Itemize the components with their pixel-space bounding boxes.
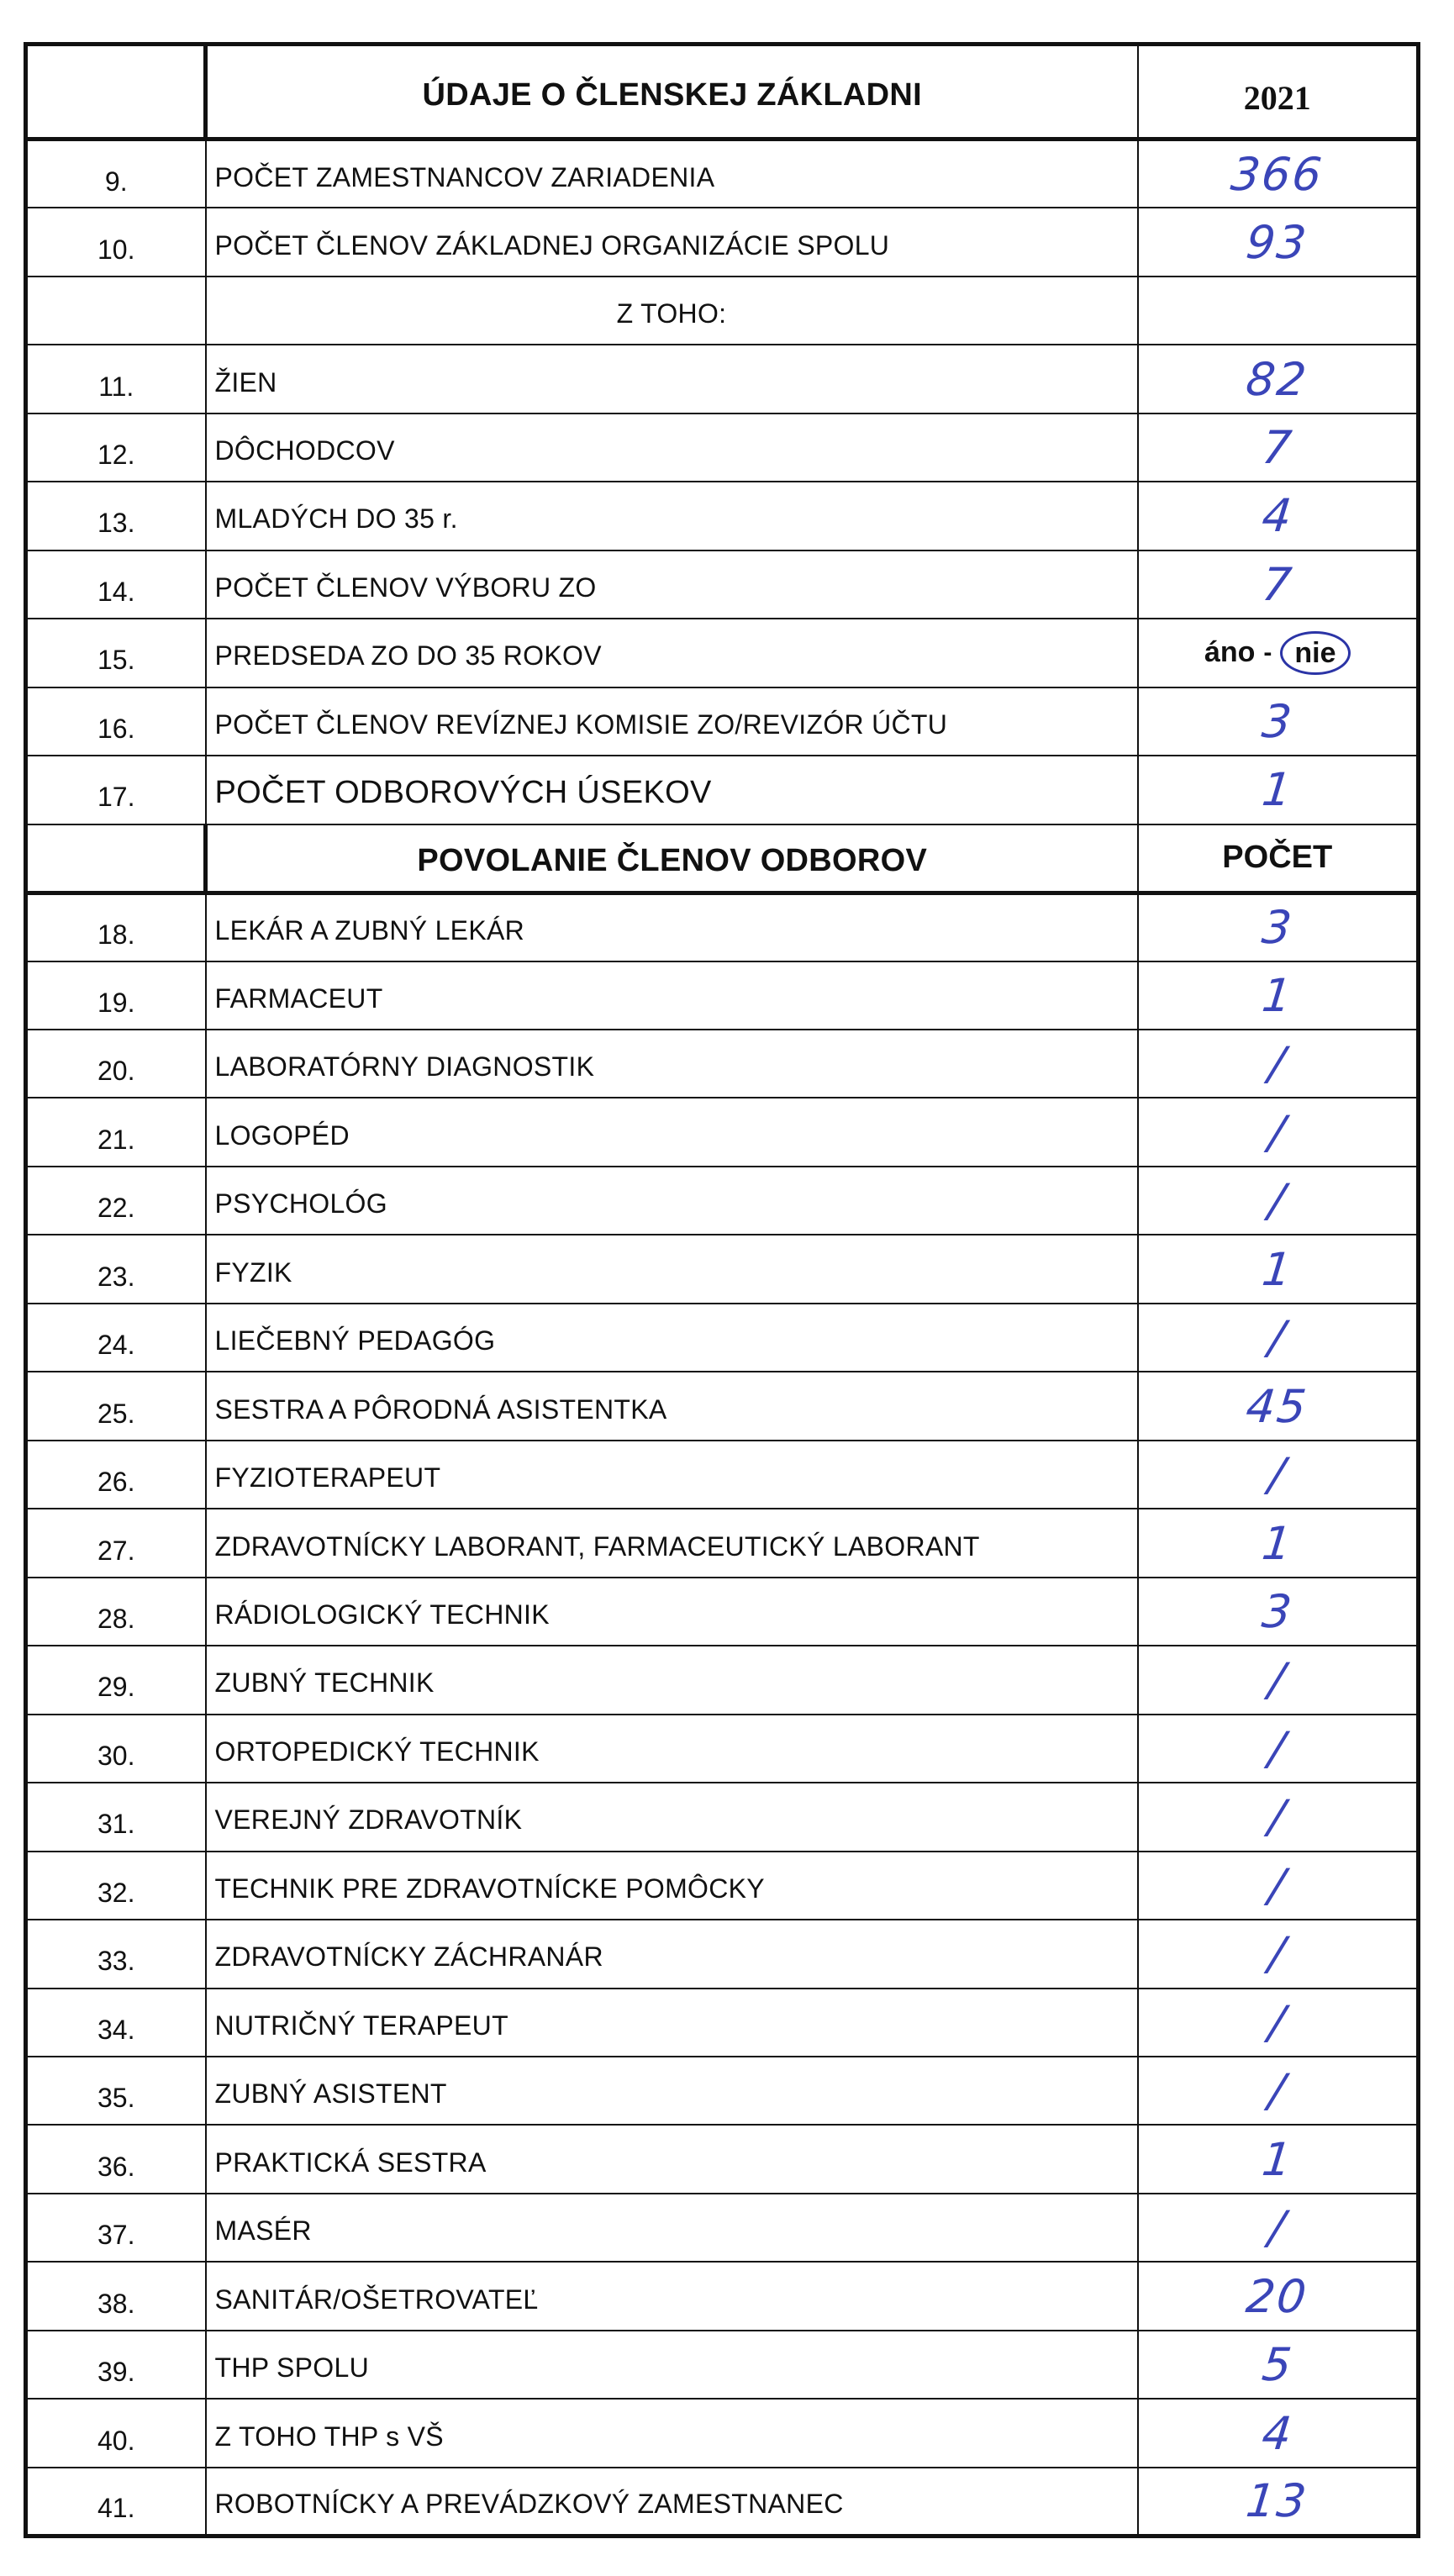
header-blank-cell [26,45,206,140]
table-row [26,1372,1419,1440]
value-cell [1138,1098,1419,1166]
row-label: FYZIK [206,1235,1138,1303]
row-label: ŽIEN [206,345,1138,413]
row-number: 10. [26,208,206,276]
row-label: ZDRAVOTNÍCKY ZÁCHRANÁR [206,1920,1138,1988]
value-cell [1138,687,1419,756]
value-cell [1138,2399,1419,2467]
row-label: PSYCHOLÓG [206,1167,1138,1235]
value-cell [1138,1509,1419,1577]
handwritten-value: 13 [1244,2474,1311,2528]
row-label: MLADÝCH DO 35 r. [206,482,1138,550]
handwritten-value: / [1266,1995,1289,2049]
value-cell [1138,482,1419,550]
table-row [26,2262,1419,2330]
row-label: VEREJNÝ ZDRAVOTNÍK [206,1783,1138,1851]
occupations-title: POVOLANIE ČLENOV ODBOROV [206,824,1138,893]
handwritten-value: / [1266,1858,1289,1912]
value-cell [1138,1920,1419,1988]
row-number: 21. [26,1098,206,1166]
table-row [26,1920,1419,1988]
row-number: 18. [26,893,206,961]
handwritten-value: 4 [1259,2406,1296,2460]
value-cell [1138,1235,1419,1303]
handwritten-value: 366 [1228,147,1326,201]
occupations-blank-cell [26,824,206,893]
row-number: 22. [26,1167,206,1235]
handwritten-value: 4 [1259,489,1296,543]
handwritten-value: / [1266,1653,1289,1707]
row-number: 12. [26,414,206,482]
handwritten-value: 3 [1259,901,1296,955]
value-cell [1138,1304,1419,1372]
handwritten-value: 1 [1259,1516,1296,1570]
table-row [26,2399,1419,2467]
row-number: 15. [26,619,206,687]
table-row [26,1989,1419,2057]
header-row [26,45,1419,140]
row-number: 34. [26,1989,206,2057]
option-separator: - [1263,638,1272,666]
handwritten-value: 5 [1259,2338,1296,2392]
row-number: 31. [26,1783,206,1851]
row-number: 25. [26,1372,206,1440]
value-cell [1138,2468,1419,2536]
row-label: PRAKTICKÁ SESTRA [206,2125,1138,2193]
value-cell [1138,345,1419,413]
handwritten-value: / [1266,1721,1289,1775]
row-number: 36. [26,2125,206,2193]
row-label: MASÉR [206,2194,1138,2262]
row-label: ROBOTNÍCKY A PREVÁDZKOVÝ ZAMESTNANEC [206,2468,1138,2536]
occupations-header-row [26,824,1419,893]
row-number: 16. [26,687,206,756]
row-number: 29. [26,1646,206,1714]
value-cell [1138,2125,1419,2193]
value-cell [1138,2057,1419,2125]
row-number: 9. [26,140,206,208]
table-row [26,2057,1419,2125]
table-row [26,345,1419,413]
value-cell [1138,1030,1419,1098]
handwritten-value: / [1266,1174,1289,1228]
no-option: nie [1280,631,1350,675]
row-number: 30. [26,1715,206,1783]
handwritten-value: 3 [1259,1584,1296,1638]
membership-form [24,42,1416,2538]
row-label: RÁDIOLOGICKÝ TECHNIK [206,1578,1138,1646]
table-row [26,2125,1419,2193]
handwritten-value: 7 [1259,557,1296,611]
value-cell [1138,1372,1419,1440]
row-label: POČET ODBOROVÝCH ÚSEKOV [206,756,1138,824]
value-cell [1138,550,1419,619]
subheader-blank-cell [26,277,206,345]
row-number: 37. [26,2194,206,2262]
table-row [26,1646,1419,1714]
subheader-value-cell [1138,277,1419,345]
value-cell [1138,414,1419,482]
value-cell [1138,893,1419,961]
count-label: POČET [1138,824,1419,893]
value-cell [1138,961,1419,1030]
handwritten-value: 82 [1244,352,1311,406]
form-title: ÚDAJE O ČLENSKEJ ZÁKLADNI [206,45,1138,140]
table-row [26,1509,1419,1577]
row-label: Z TOHO THP s VŠ [206,2399,1138,2467]
table-row [26,756,1419,824]
row-label: ZDRAVOTNÍCKY LABORANT, FARMACEUTICKÝ LABORANT [206,1509,1138,1577]
handwritten-value: 93 [1244,215,1311,269]
table-row [26,2468,1419,2536]
subheader-row [26,277,1419,345]
value-cell [1138,1715,1419,1783]
value-cell [1138,1578,1419,1646]
value-cell [1138,1852,1419,1920]
handwritten-value: / [1266,1105,1289,1159]
row-label: FARMACEUT [206,961,1138,1030]
row-label: SESTRA A PÔRODNÁ ASISTENTKA [206,1372,1138,1440]
table-row [26,1030,1419,1098]
row-number: 28. [26,1578,206,1646]
row-label: DÔCHODCOV [206,414,1138,482]
handwritten-value: / [1266,1037,1289,1091]
value-cell [1138,756,1419,824]
table-row [26,1783,1419,1851]
row-number: 41. [26,2468,206,2536]
row-label: FYZIOTERAPEUT [206,1441,1138,1509]
table-row [26,550,1419,619]
handwritten-value: 7 [1259,421,1296,474]
row-label: LOGOPÉD [206,1098,1138,1166]
yes-no-cell [1138,619,1419,687]
membership-table [24,42,1420,2538]
handwritten-value: 1 [1259,2132,1296,2186]
table-row [26,893,1419,961]
row-label: POČET ZAMESTNANCOV ZARIADENIA [206,140,1138,208]
row-label: POČET ČLENOV VÝBORU ZO [206,550,1138,619]
value-cell [1138,2331,1419,2399]
handwritten-value: / [1266,1790,1289,1844]
row-number: 35. [26,2057,206,2125]
value-cell [1138,1783,1419,1851]
value-cell [1138,208,1419,276]
table-body [26,45,1419,2536]
row-label: ZUBNÝ ASISTENT [206,2057,1138,2125]
row-number: 13. [26,482,206,550]
handwritten-value: 1 [1259,1242,1296,1296]
row-number: 17. [26,756,206,824]
handwritten-value: / [1266,1448,1289,1502]
row-number: 33. [26,1920,206,1988]
row-number: 40. [26,2399,206,2467]
handwritten-value: / [1266,1311,1289,1365]
row-label: TECHNIK PRE ZDRAVOTNÍCKE POMÔCKY [206,1852,1138,1920]
row-label: ZUBNÝ TECHNIK [206,1646,1138,1714]
handwritten-value: 1 [1259,763,1296,817]
chairman-row [26,619,1419,687]
row-label: NUTRIČNÝ TERAPEUT [206,1989,1138,2057]
handwritten-value: / [1266,2064,1289,2118]
row-number: 32. [26,1852,206,1920]
row-number: 26. [26,1441,206,1509]
yes-no-choice [1204,631,1351,675]
value-cell [1138,1167,1419,1235]
handwritten-value: 3 [1259,694,1296,748]
handwritten-value: / [1266,1927,1289,1981]
table-row [26,1852,1419,1920]
row-label: LABORATÓRNY DIAGNOSTIK [206,1030,1138,1098]
table-row [26,961,1419,1030]
row-number: 38. [26,2262,206,2330]
row-label: SANITÁR/OŠETROVATEĽ [206,2262,1138,2330]
row-label: POČET ČLENOV ZÁKLADNEJ ORGANIZÁCIE SPOLU [206,208,1138,276]
table-row [26,414,1419,482]
value-cell [1138,1646,1419,1714]
table-row [26,1167,1419,1235]
value-cell [1138,2262,1419,2330]
table-row [26,1235,1419,1303]
handwritten-value: / [1266,2201,1289,2255]
table-row [26,140,1419,208]
year-label: 2021 [1138,45,1419,140]
table-row [26,687,1419,756]
value-cell [1138,2194,1419,2262]
value-cell [1138,1441,1419,1509]
table-row [26,482,1419,550]
handwritten-value: 45 [1244,1379,1311,1433]
table-row [26,1098,1419,1166]
value-cell [1138,1989,1419,2057]
table-row [26,1578,1419,1646]
handwritten-value: 1 [1259,968,1296,1022]
row-number: 39. [26,2331,206,2399]
row-label: PREDSEDA ZO DO 35 ROKOV [206,619,1138,687]
row-label: ORTOPEDICKÝ TECHNIK [206,1715,1138,1783]
row-number: 19. [26,961,206,1030]
row-label: THP SPOLU [206,2331,1138,2399]
yes-option: áno [1204,636,1256,669]
table-row [26,2194,1419,2262]
row-number: 27. [26,1509,206,1577]
table-row [26,1715,1419,1783]
of-which-label: Z TOHO: [206,277,1138,345]
value-cell [1138,140,1419,208]
row-label: LIEČEBNÝ PEDAGÓG [206,1304,1138,1372]
row-label: POČET ČLENOV REVÍZNEJ KOMISIE ZO/REVIZÓR ÚČTU [206,687,1138,756]
row-number: 24. [26,1304,206,1372]
handwritten-value: 20 [1244,2269,1311,2323]
table-row [26,2331,1419,2399]
row-number: 23. [26,1235,206,1303]
row-number: 20. [26,1030,206,1098]
row-label: LEKÁR A ZUBNÝ LEKÁR [206,893,1138,961]
table-row [26,208,1419,276]
table-row [26,1441,1419,1509]
table-row [26,1304,1419,1372]
row-number: 14. [26,550,206,619]
row-number: 11. [26,345,206,413]
